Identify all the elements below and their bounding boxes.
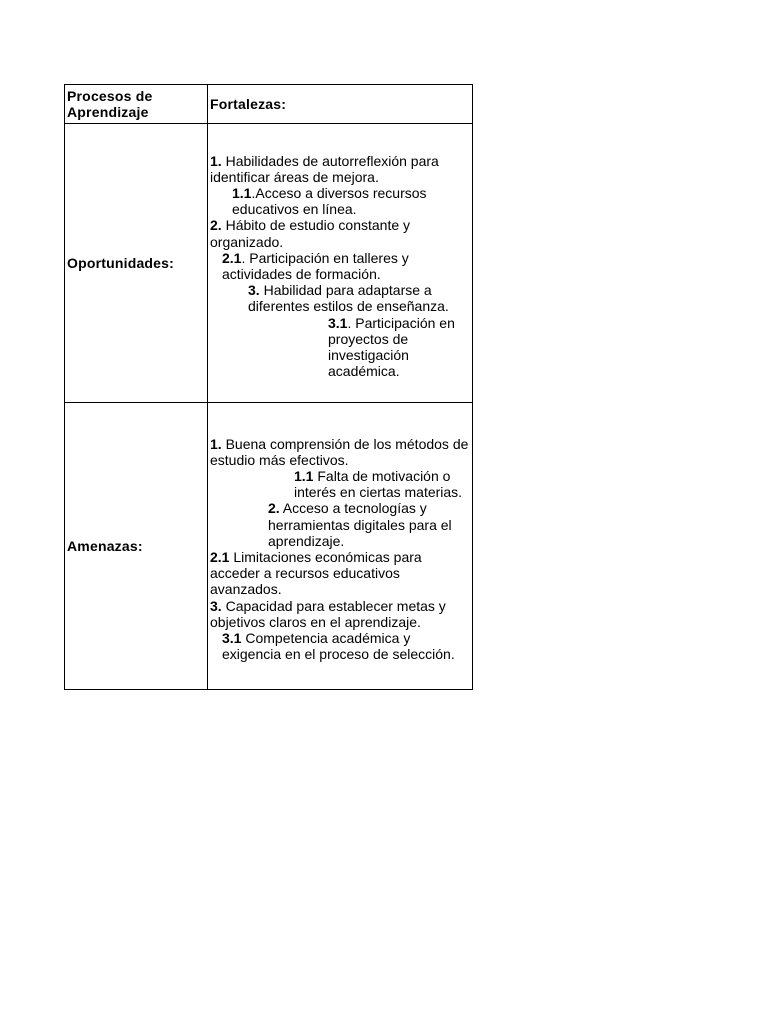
item-number: 3. xyxy=(210,597,222,614)
item-number: 3.1 xyxy=(328,314,348,331)
threats-label: Amenazas: xyxy=(65,403,208,690)
opportunities-content xyxy=(208,124,473,403)
threats-row xyxy=(65,403,473,690)
item-text: Buena comprensión de los métodos de estudio más efectivos. xyxy=(210,435,469,468)
opportunities-label: Oportunidades: xyxy=(65,124,208,403)
header-processes-cell: Procesos de Aprendizaje xyxy=(65,85,208,124)
list-item xyxy=(210,598,470,630)
item-number: 2.1 xyxy=(210,549,230,565)
list-item xyxy=(210,630,470,662)
list-item xyxy=(210,436,470,468)
list-item xyxy=(210,250,470,282)
item-text: Competencia académica y exigencia en el proceso de selección. xyxy=(222,630,455,663)
item-number: 1. xyxy=(210,152,222,169)
list-item xyxy=(210,315,470,380)
item-text: Limitaciones económicas para acceder a recursos educativos avanzados. xyxy=(210,549,422,598)
header-strengths-cell: Fortalezas: xyxy=(208,85,473,124)
item-text: . Participación en talleres y actividades de formación. xyxy=(222,249,409,282)
item-number: 3.1 xyxy=(222,630,242,647)
header-row xyxy=(65,85,473,124)
list-item xyxy=(210,153,470,185)
item-text: Acceso a tecnologías y herramientas digitales para el aprendizaje. xyxy=(268,500,452,549)
list-item xyxy=(210,468,470,500)
item-number: 1.1 xyxy=(232,184,252,201)
item-text: Hábito de estudio constante y organizado. xyxy=(210,217,411,250)
opportunities-row xyxy=(65,124,473,403)
list-item xyxy=(210,185,470,217)
item-number: 2. xyxy=(210,217,222,234)
item-number: 1. xyxy=(210,435,222,452)
item-number: 2.1 xyxy=(222,249,242,266)
item-text: Capacidad para establecer metas y objetivos claros en el aprendizaje. xyxy=(210,597,446,630)
threats-content xyxy=(208,403,473,690)
item-text: Falta de motivación o interés en ciertas materias. xyxy=(294,467,463,501)
item-text: Habilidad para adaptarse a diferentes estilos de enseñanza. xyxy=(248,282,449,315)
item-number: 2. xyxy=(268,500,280,517)
list-item xyxy=(210,282,470,314)
list-item xyxy=(210,549,470,598)
item-number: 3. xyxy=(248,282,260,299)
item-text: .Acceso a diversos recursos educativos en línea. xyxy=(232,184,427,218)
learning-swot-table xyxy=(64,84,473,690)
item-number: 1.1 xyxy=(294,467,314,484)
item-text: Habilidades de autorreflexión para identificar áreas de mejora. xyxy=(210,152,439,185)
list-item xyxy=(210,500,470,549)
item-text: . Participación en proyectos de investigación académica. xyxy=(328,314,455,380)
list-item xyxy=(210,217,470,249)
